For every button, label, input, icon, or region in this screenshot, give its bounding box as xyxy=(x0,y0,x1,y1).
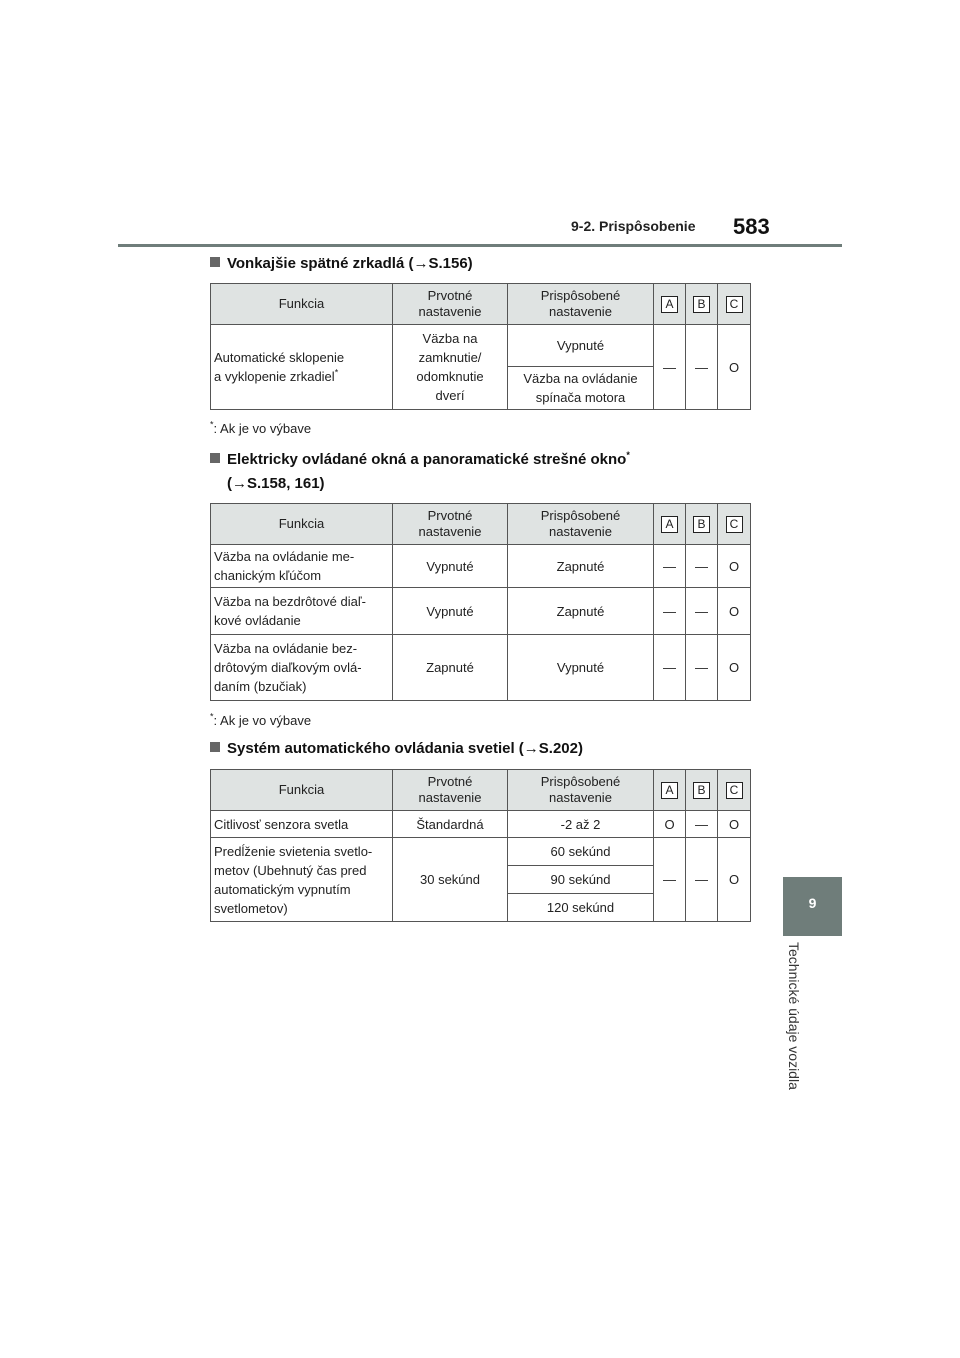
badge-c: C xyxy=(726,296,743,313)
function-cell: Väzba na bezdrôtové diaľ- kové ovládanie xyxy=(211,588,393,635)
table-header-row xyxy=(211,284,751,325)
chapter-tab xyxy=(783,877,842,936)
badge-a: A xyxy=(661,296,678,313)
table-row: Citlivosť senzora svetla Štandardná -2 až 2 O — O xyxy=(211,811,751,838)
badge-b: B xyxy=(693,296,710,313)
table-header-row xyxy=(211,504,751,545)
initial-cell: Väzba na zamknutie/ odomknutie dverí xyxy=(393,325,508,410)
badge-a: A xyxy=(661,516,678,533)
table-row: Väzba na ovládanie me- chanickým kľúčom Vypnuté Zapnuté — — O xyxy=(211,545,751,588)
badge-c: C xyxy=(726,516,743,533)
header-initial: Prvotné nastavenie xyxy=(393,504,508,545)
header-function: Funkcia xyxy=(211,284,393,325)
footnote: *: Ak je vo výbave xyxy=(210,419,312,436)
header-function: Funkcia xyxy=(211,770,393,811)
function-cell: Väzba na ovládanie bez- drôtovým diaľkovým ovlá- daním (bzučiak) xyxy=(211,635,393,701)
function-cell: Väzba na ovládanie me- chanickým kľúčom xyxy=(211,545,393,588)
function-cell: Citlivosť senzora svetla xyxy=(211,811,393,838)
badge-a: A xyxy=(661,782,678,799)
section-title-windows: Elektricky ovládané okná a panoramatické strešné okno* (→S.158, 161) xyxy=(210,448,630,496)
header-initial: Prvotné nastavenie xyxy=(393,284,508,325)
arrow-icon: → xyxy=(523,740,539,757)
section-header: 9-2. Prispôsobenie xyxy=(571,218,696,234)
header-initial: Prvotné nastavenie xyxy=(393,770,508,811)
custom-cell: Vypnuté xyxy=(508,325,654,367)
table-row: Väzba na bezdrôtové diaľ- kové ovládanie Vypnuté Zapnuté — — O xyxy=(211,588,751,635)
table-row: 120 sekúnd xyxy=(211,894,751,922)
badge-b: B xyxy=(693,782,710,799)
function-cell: Predĺženie svietenia svetlo- metov (Ubehnutý čas pred automatickým vypnutím svetlometov) xyxy=(211,838,393,922)
function-cell: Automatické sklopenie a vyklopenie zrkadiel* xyxy=(211,325,393,410)
header-custom: Prispôsobené nastavenie xyxy=(508,504,654,545)
bullet-square-icon xyxy=(210,257,220,267)
header-function: Funkcia xyxy=(211,504,393,545)
table-row: Väzba na ovládanie bez- drôtovým diaľkovým ovlá- daním (bzučiak) Zapnuté Vypnuté — — O xyxy=(211,635,751,701)
arrow-icon: → xyxy=(232,475,247,492)
bullet-square-icon xyxy=(210,742,220,752)
chapter-label xyxy=(786,942,806,1112)
table-lights xyxy=(210,769,751,922)
header-custom: Prispôsobené nastavenie xyxy=(508,284,654,325)
footnote: *: Ak je vo výbave xyxy=(210,711,312,728)
custom-cell: Väzba na ovládanie spínača motora xyxy=(508,367,654,410)
table-windows xyxy=(210,503,751,701)
section-title-lights: Systém automatického ovládania svetiel (→S.202) xyxy=(210,737,583,761)
chapter-label-text: Technické údaje vozidla xyxy=(786,942,802,1090)
header-rule xyxy=(118,244,842,247)
chapter-number: 9 xyxy=(808,895,817,911)
table-row: Predĺženie svietenia svetlo- metov (Ubehnutý čas pred automatickým vypnutím svetlometov) 30 sekúnd 60 sekúnd — — O xyxy=(211,838,751,866)
arrow-icon: → xyxy=(413,255,429,272)
page-number: 583 xyxy=(733,214,770,239)
header-custom: Prispôsobené nastavenie xyxy=(508,770,654,811)
table-mirrors xyxy=(210,283,751,410)
table-row: Automatické sklopenie a vyklopenie zrkadiel* Väzba na zamknutie/ odomknutie dverí Vypnuté — — O xyxy=(211,325,751,367)
section-title-mirrors: Vonkajšie spätné zrkadlá (→S.156) xyxy=(210,252,473,276)
badge-b: B xyxy=(693,516,710,533)
table-header-row xyxy=(211,770,751,811)
badge-c: C xyxy=(726,782,743,799)
bullet-square-icon xyxy=(210,453,220,463)
table-row: 90 sekúnd xyxy=(211,866,751,894)
